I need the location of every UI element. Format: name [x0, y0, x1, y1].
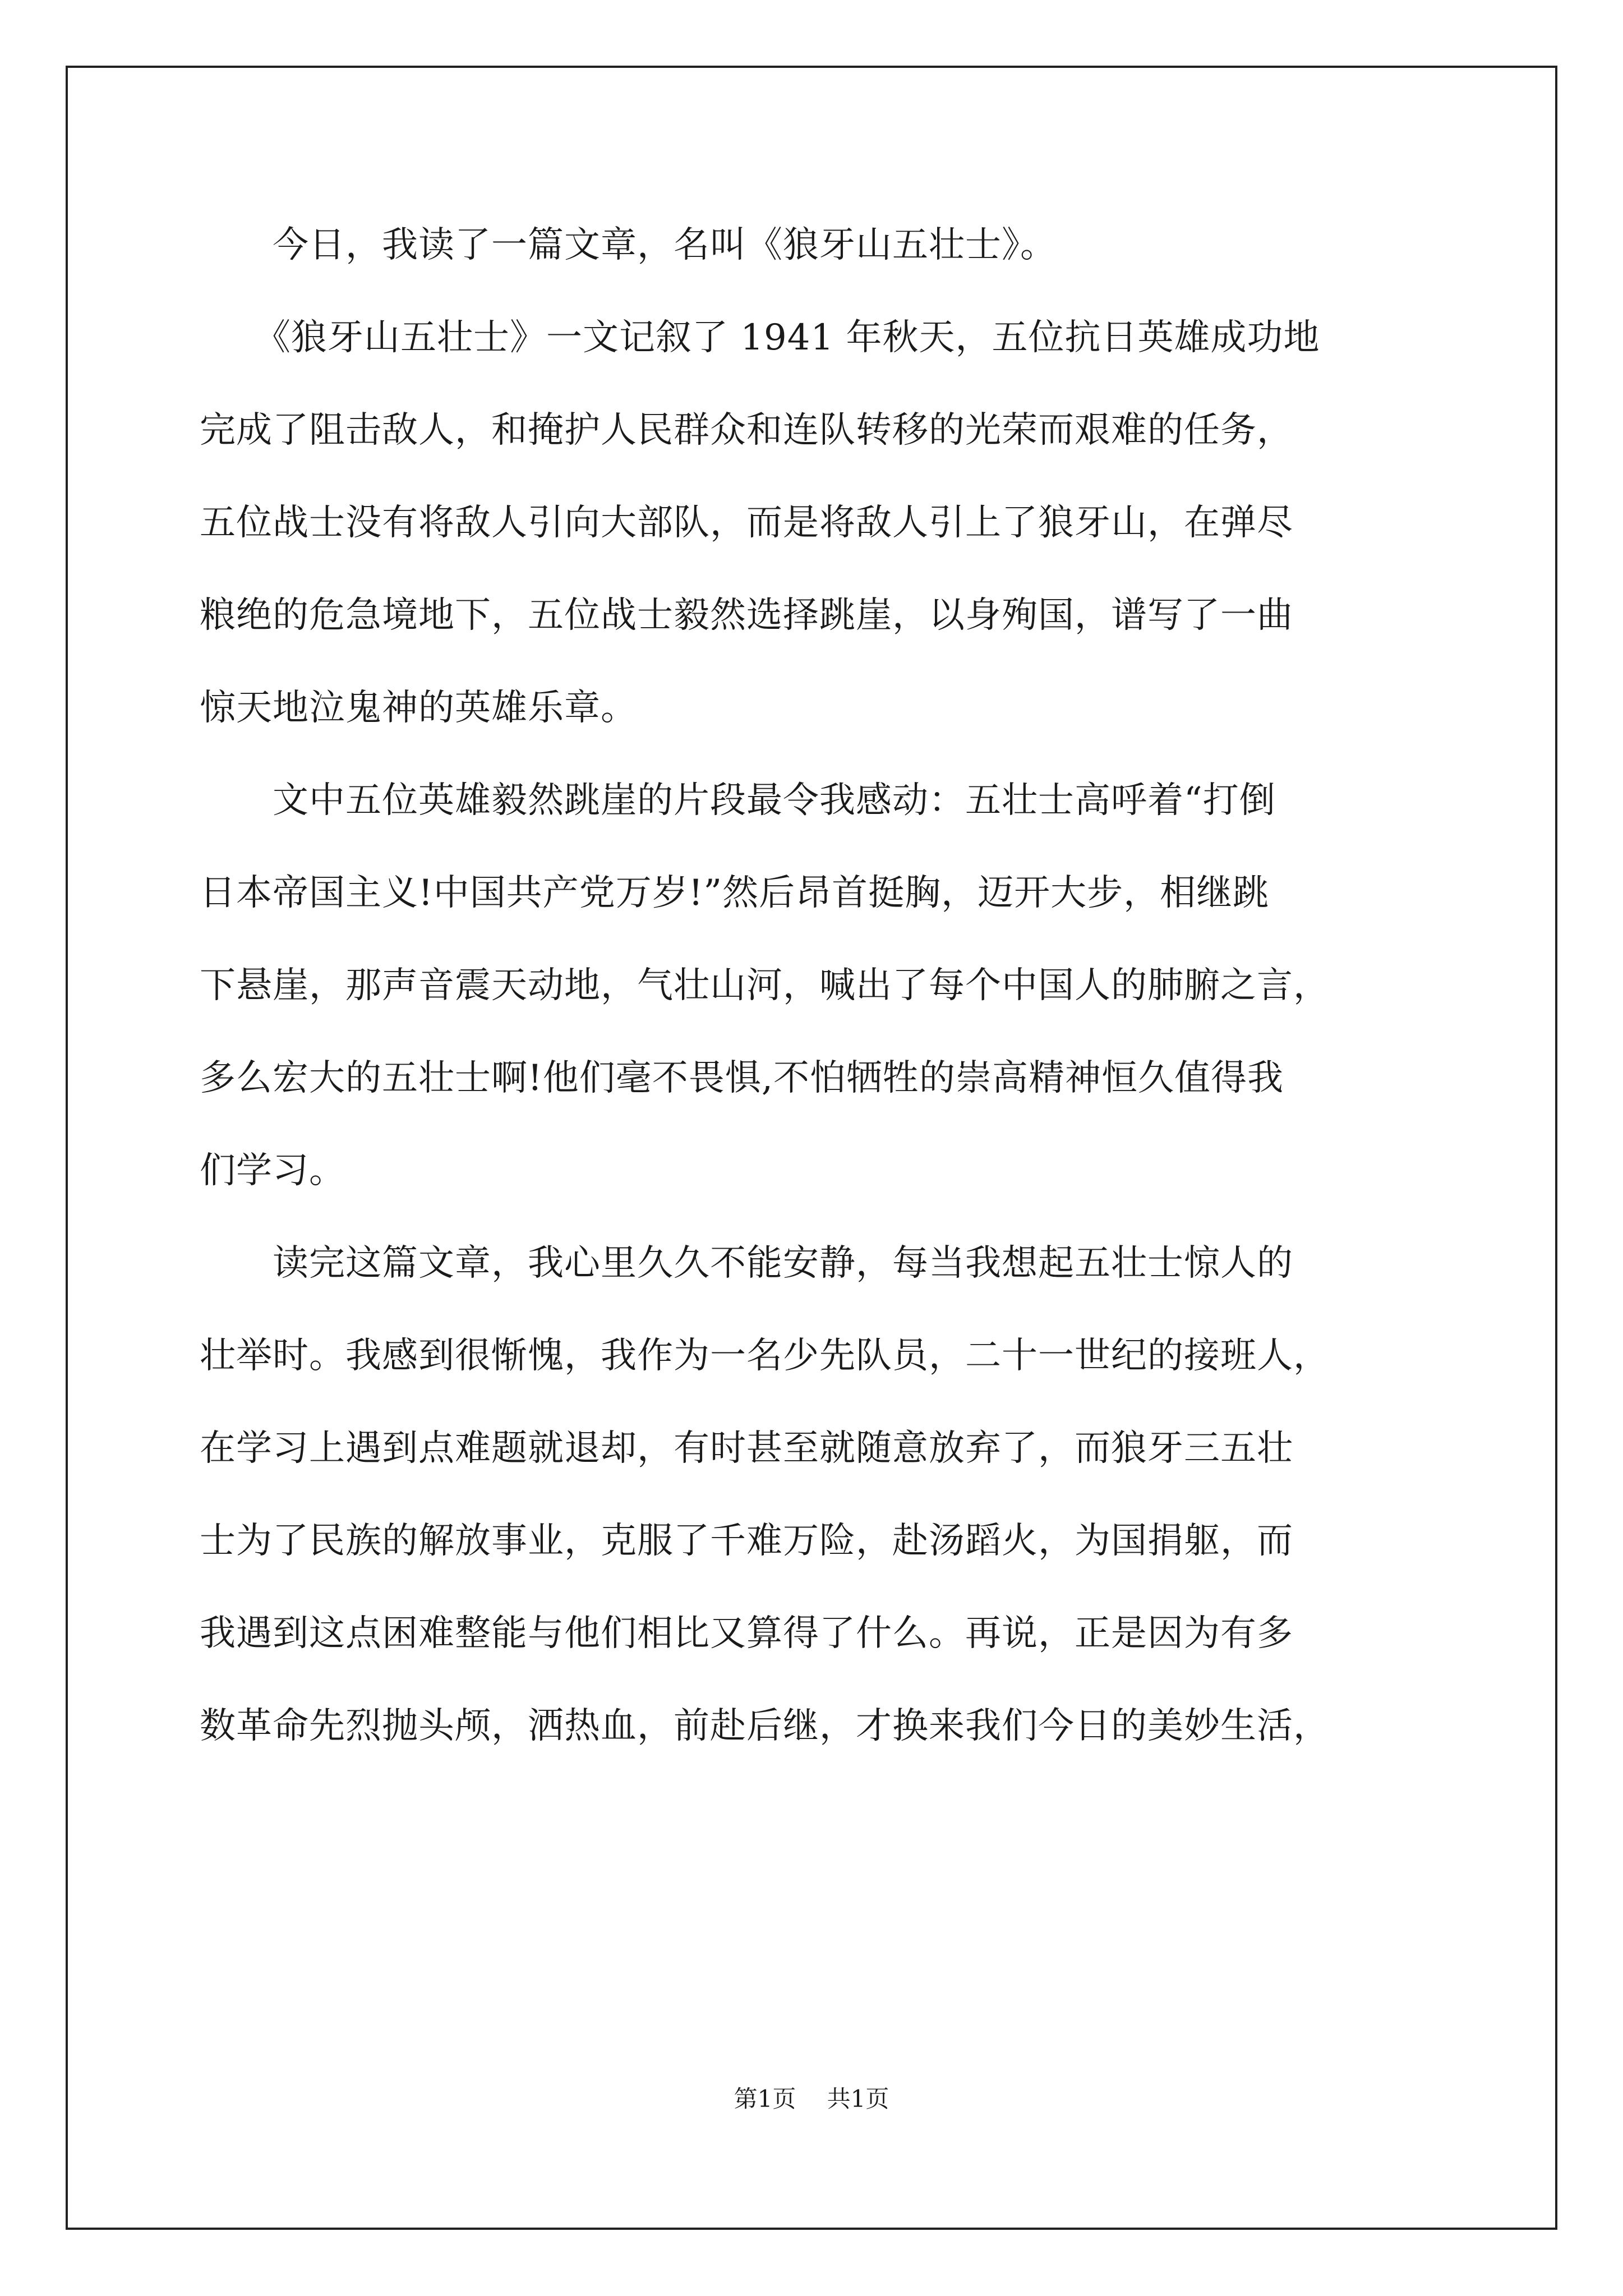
page-number-footer: 第1页 共1页: [734, 2085, 889, 2113]
text-line: 粮绝的危急境地下，五位战士毅然选择跳崖，以身殉国，谱写了一曲: [200, 595, 1293, 636]
text-line: 士为了民族的解放事业，克服了千难万险，赴汤蹈火，为国捐躯，而: [200, 1520, 1293, 1562]
text-line: 读完这篇文章，我心里久久不能安静，每当我想起五壮士惊人的: [200, 1243, 1293, 1284]
text-line: 数革命先烈抛头颅，洒热血，前赴后继，才换来我们今日的美妙生活，: [200, 1705, 1330, 1747]
text-line: 们学习。: [200, 1150, 345, 1191]
document-body: [200, 199, 1450, 1773]
text-line: 下悬崖，那声音震天动地，气壮山河，喊出了每个中国人的肺腑之言，: [200, 965, 1330, 1006]
text-line: 壮举时。我感到很惭愧，我作为一名少先队员，二十一世纪的接班人，: [200, 1335, 1330, 1377]
text-line: 完成了阻击敌人，和掩护人民群众和连队转移的光荣而艰难的任务，: [200, 409, 1293, 451]
text-line: 文中五位英雄毅然跳崖的片段最令我感动：五壮士高呼着“打倒: [200, 780, 1276, 821]
text-line: 我遇到这点困难整能与他们相比又算得了什么。再说，正是因为有多: [200, 1613, 1293, 1654]
text-line: 在学习上遇到点难题就退却，有时甚至就随意放弃了，而狼牙三五壮: [200, 1428, 1293, 1469]
text-line: 日本帝国主义!中国共产党万岁!”然后昂首挺胸，迈开大步，相继跳: [200, 872, 1270, 914]
text-line: 惊天地泣鬼神的英雄乐章。: [200, 687, 637, 729]
text-line: 今日，我读了一篇文章，名叫《狼牙山五壮士》。: [200, 224, 1057, 266]
text-line: 《狼牙山五壮士》一文记叙了 1941 年秋天，五位抗日英雄成功地: [200, 317, 1320, 358]
text-line: 多么宏大的五壮士啊!他们毫不畏惧,不怕牺牲的崇高精神恒久值得我: [200, 1057, 1284, 1099]
text-line: 五位战士没有将敌人引向大部队，而是将敌人引上了狼牙山，在弹尽: [200, 502, 1293, 544]
